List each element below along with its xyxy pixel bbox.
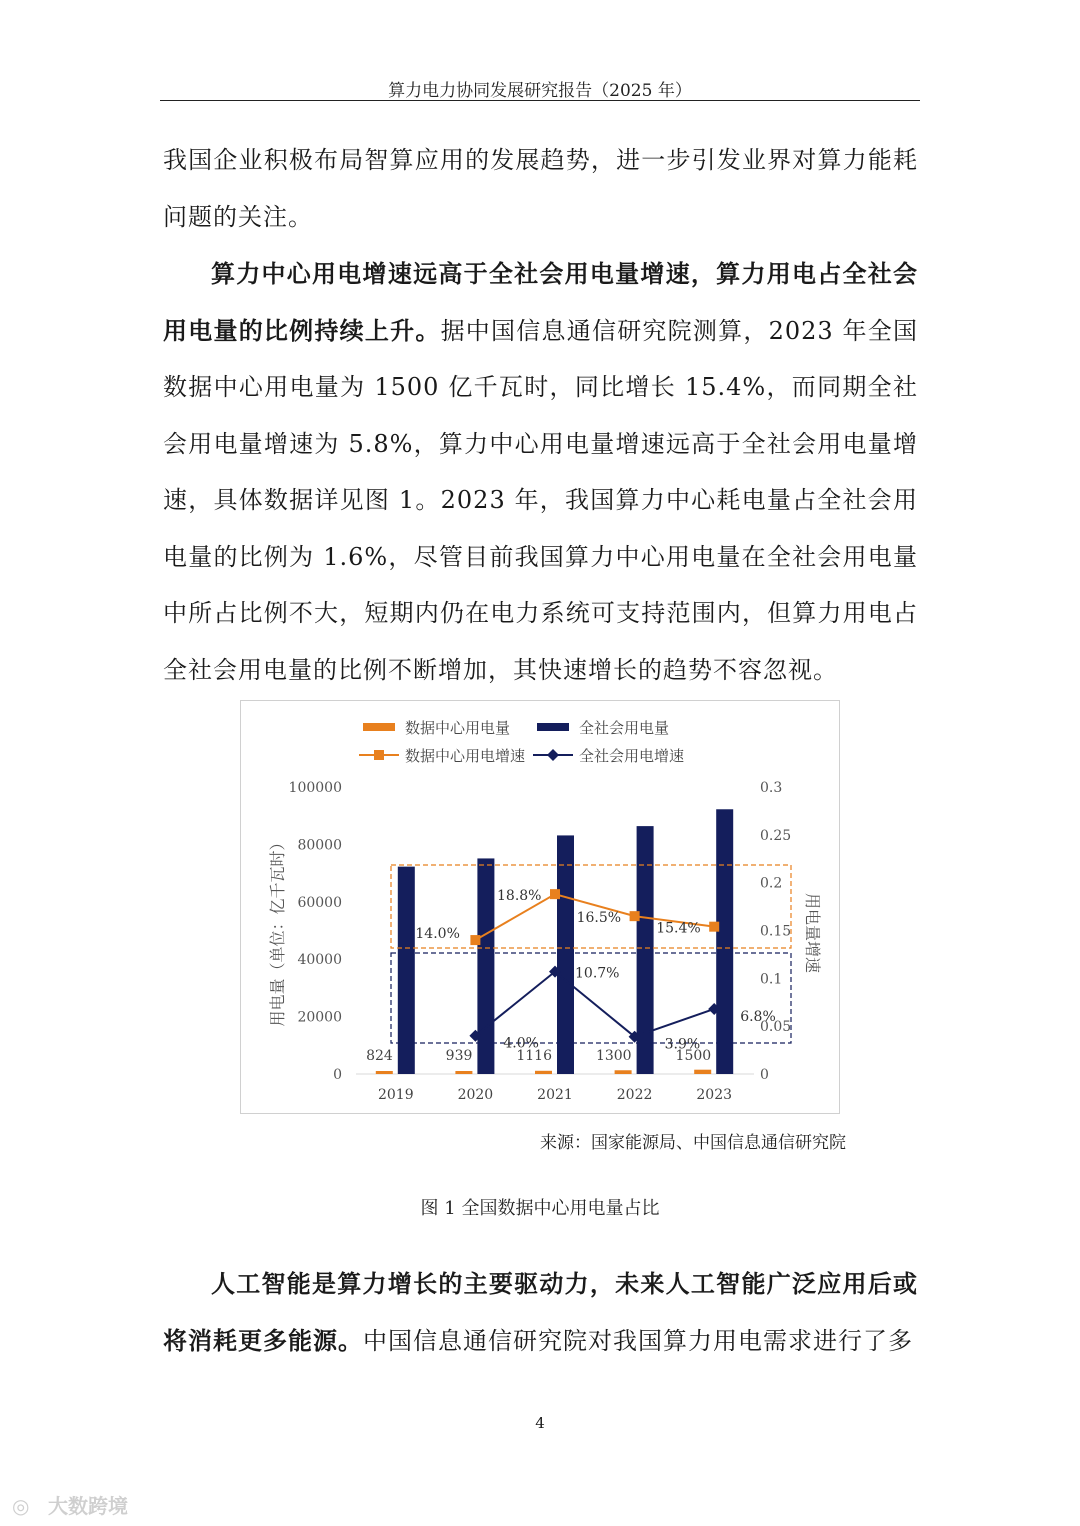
bar-datacenter-label: 939 bbox=[445, 1048, 473, 1064]
paragraph-2 bbox=[163, 246, 918, 698]
legend-marker bbox=[547, 749, 559, 761]
page-header: 算力电力协同发展研究报告（2025 年） bbox=[388, 81, 692, 101]
x-tick-label: 2023 bbox=[696, 1087, 733, 1103]
y2-tick-label: 0.1 bbox=[760, 971, 783, 988]
society-growth-data-label: 4.0% bbox=[503, 1035, 539, 1052]
paragraph-1: 我国企业积极布局智算应用的发展趋势，进一步引发业界对算力能耗问题的关注。 bbox=[163, 146, 918, 231]
watermark-text: 大数跨境 bbox=[48, 1494, 128, 1518]
bar-datacenter-label: 1116 bbox=[516, 1048, 552, 1064]
watermark-logo: ◎ 大数跨境 bbox=[12, 1494, 128, 1518]
page-number: 4 bbox=[535, 1414, 545, 1432]
electricity-chart bbox=[241, 701, 839, 1113]
bar-datacenter-2023 bbox=[694, 1070, 711, 1074]
datacenter-growth-marker bbox=[470, 935, 480, 945]
y-tick-label: 40000 bbox=[297, 952, 342, 969]
datacenter-growth-marker bbox=[709, 922, 719, 932]
paragraph-2-lead: 算力中心用电增速远高于全社会用电量增速，算力用电占全社会用电量的比例持续上升。 bbox=[163, 260, 918, 345]
y2-tick-label: 0 bbox=[760, 1067, 769, 1083]
legend-label: 数据中心用电量 bbox=[405, 719, 511, 737]
datacenter-growth-marker bbox=[630, 911, 640, 921]
x-tick-label: 2021 bbox=[537, 1087, 573, 1103]
bar-datacenter-2021 bbox=[535, 1071, 552, 1074]
bar-society-2021 bbox=[557, 835, 574, 1074]
y-tick-label: 60000 bbox=[297, 894, 342, 911]
y-tick-label: 20000 bbox=[297, 1009, 342, 1026]
y-tick-label: 100000 bbox=[288, 780, 342, 796]
bar-datacenter-2022 bbox=[615, 1070, 632, 1074]
y2-tick-label: 0.15 bbox=[760, 923, 792, 940]
x-tick-label: 2020 bbox=[457, 1087, 494, 1103]
datacenter-growth-data-label: 14.0% bbox=[415, 926, 460, 943]
paragraph-3-body: 中国信息通信研究院对我国算力用电需求进行了多 bbox=[363, 1326, 913, 1355]
bar-datacenter-2020 bbox=[455, 1071, 472, 1074]
bar-datacenter-2019 bbox=[376, 1071, 393, 1074]
figure-caption: 图 1 全国数据中心用电量占比 bbox=[420, 1198, 660, 1219]
header-rule bbox=[160, 100, 920, 101]
y2-tick-label: 0.2 bbox=[760, 875, 783, 892]
legend-label: 全社会用电增速 bbox=[579, 747, 685, 765]
datacenter-growth-data-label: 15.4% bbox=[656, 920, 701, 937]
legend-swatch bbox=[537, 723, 569, 731]
datacenter-growth-marker bbox=[550, 889, 560, 899]
society-growth-data-label: 3.9% bbox=[664, 1036, 701, 1053]
bar-society-2020 bbox=[477, 858, 494, 1074]
bar-society-2023 bbox=[716, 809, 733, 1074]
bar-datacenter-label: 1500 bbox=[675, 1048, 712, 1064]
bar-datacenter-label: 824 bbox=[366, 1048, 393, 1064]
bar-datacenter-label: 1300 bbox=[595, 1048, 632, 1064]
y2-tick-label: 0.25 bbox=[760, 827, 792, 844]
y-tick-label: 0 bbox=[333, 1067, 342, 1083]
paragraph-3-lead: 人工智能是算力增长的主要驱动力，未来人工智能广泛应用后或将消耗更多能源。 bbox=[163, 1270, 918, 1355]
y2-tick-label: 0.05 bbox=[760, 1019, 792, 1036]
datacenter-growth-data-label: 16.5% bbox=[576, 910, 622, 927]
chart-frame bbox=[240, 700, 840, 1114]
society-growth-data-label: 10.7% bbox=[575, 965, 620, 982]
x-tick-label: 2019 bbox=[377, 1087, 414, 1103]
y2-tick-label: 0.3 bbox=[760, 780, 783, 796]
y-axis-title: 用电量（单位：亿千瓦时） bbox=[268, 834, 287, 1027]
paragraph-2-body: 据中国信息通信研究院测算，2023 年全国数据中心用电量为 1500 亿千瓦时，同比增长 15.4%，而同期全社会用电量增速为 5.8%，算力中心用电量增速远高于全社会用电量增速，具体数据详见图 1。2023 年，我国算力中心耗电量占全社会用电量的比例为 1.6%，尽管目前我国算力中心用电量在全社会用电量中所占比例不大，短期内仍在电力系统可支持范围内，但算力用电占全社会用电量的比例不断增加，其快速增长的趋势不容忽视。 bbox=[163, 316, 918, 684]
source-note: 来源：国家能源局、中国信息通信研究院 bbox=[540, 1133, 846, 1153]
legend-marker bbox=[374, 750, 384, 760]
paragraph-3 bbox=[163, 1256, 918, 1369]
society-growth-data-label: 6.8% bbox=[740, 1008, 776, 1025]
legend-label: 数据中心用电增速 bbox=[405, 747, 526, 765]
x-tick-label: 2022 bbox=[616, 1087, 653, 1103]
legend-swatch bbox=[363, 723, 395, 731]
y2-axis-title: 用电量增速 bbox=[803, 892, 822, 974]
y-tick-label: 80000 bbox=[297, 837, 342, 854]
legend-label: 全社会用电量 bbox=[579, 719, 670, 737]
datacenter-growth-data-label: 18.8% bbox=[497, 888, 542, 905]
